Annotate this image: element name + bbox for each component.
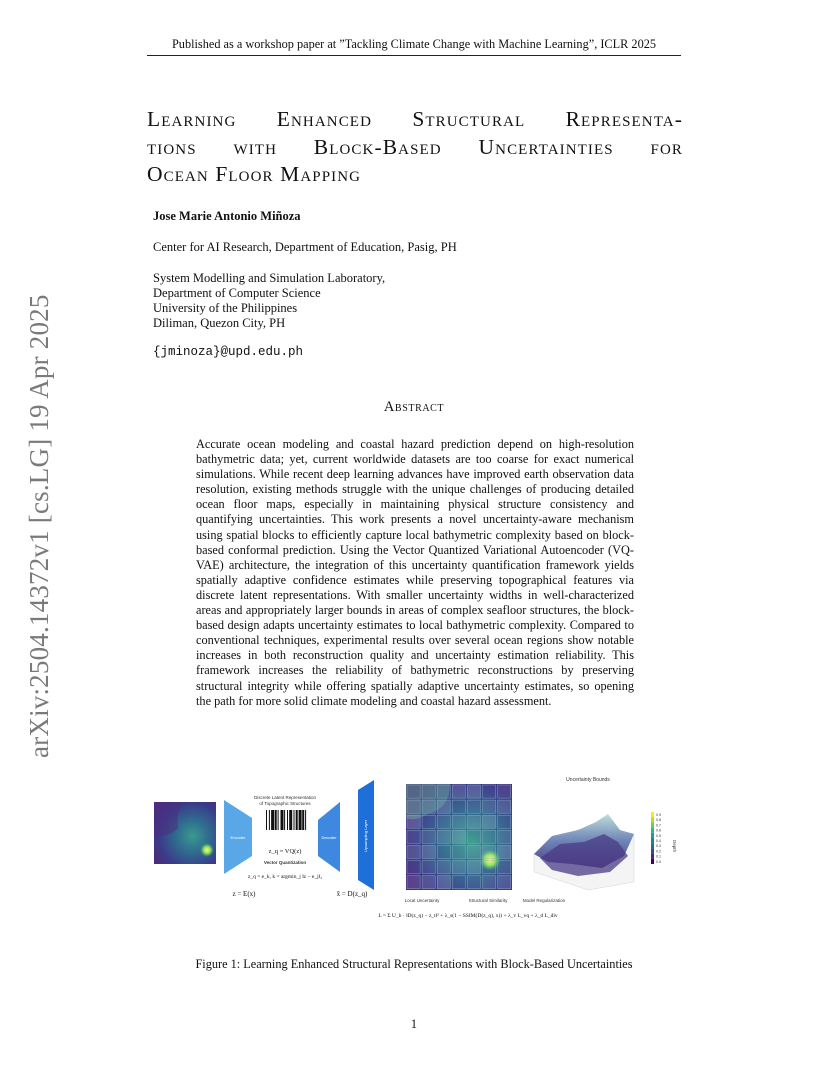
latent-code-barcode	[266, 810, 306, 830]
running-header: Published as a workshop paper at ”Tackling Climate Change with Machine Learning”, ICLR 2025	[147, 37, 681, 56]
input-bathymetry-map	[154, 802, 216, 864]
block-uncertainty-map	[406, 784, 512, 890]
colorbar-tick: 0.5	[656, 833, 661, 838]
plot-colorbar	[651, 812, 661, 864]
affiliation-2-line-4: Diliman, Quezon City, PH	[153, 316, 286, 330]
affiliation-2-line-2: Department of Computer Science	[153, 286, 321, 300]
decoder-block	[318, 802, 340, 872]
latent-title-2: of Topographic Structures	[259, 801, 311, 806]
upsampling-layer	[358, 780, 374, 890]
author-name: Jose Marie Antonio Miñoza	[153, 209, 301, 223]
affiliation-2-line-3: University of the Philippines	[153, 301, 298, 315]
title-line-3: Ocean Floor Mapping	[147, 162, 362, 186]
loss-label-regularization: Model Regularization	[522, 898, 566, 903]
figure-caption: Figure 1: Learning Enhanced Structural Representations with Block-Based Uncertainties	[195, 957, 633, 971]
colorbar-tick: 0.7	[656, 823, 661, 828]
plot-title: Uncertainty Bounds	[566, 777, 610, 783]
abstract-heading: Abstract	[383, 399, 445, 415]
decoder-equation: x̂ = D(z_q)	[336, 890, 368, 898]
colorbar-label: Depth	[672, 840, 677, 853]
colorbar-tick: 0.2	[656, 849, 661, 854]
author-email[interactable]: {jminoza}@upd.edu.ph	[153, 345, 304, 359]
colorbar-tick: 0.0	[656, 859, 661, 864]
uncertainty-block-grid	[407, 785, 511, 889]
affiliation-1: Center for AI Research, Department of Education, Pasig, PH	[153, 240, 457, 254]
latent-title-1: Discrete Latent Representation	[253, 795, 317, 800]
title-line-1: Learning Enhanced Structural Representa-	[147, 107, 683, 131]
figure-1-graphic	[148, 772, 682, 932]
encoder-block	[224, 800, 252, 874]
decoder-label: Decoder	[321, 835, 337, 840]
loss-label-local: Local Uncertainty	[404, 898, 440, 903]
colorbar-tick: 0.1	[656, 854, 661, 859]
encoder-equation: z = E(x)	[232, 890, 256, 898]
colorbar-tick: 0.9	[656, 813, 661, 817]
abstract-body: Accurate ocean modeling and coastal hazard prediction depend on high-resolution bathymetric data; yet, current worldwide datasets are too coarse for exact numerical simulations. While recent deep learning advances have improved earth observation data resolution, existing methods struggle with the unique challenges of producing detailed ocean floor maps, especially in maintaining physical structure consistency and quantifying uncertainties. This work presents a novel uncertainty-aware mechanism using spatial blocks to efficiently capture local bathymetric complexity based on block-based conformal prediction. Using the Vector Quantized Variational Autoencoder (VQ-VAE) architecture, the integration of this uncertainty quantification framework yields spatially adaptive confidence estimates while preserving topographical features via discrete latent representations. With smaller uncertainty widths in well-characterized areas and appropriately larger bounds in areas of complex seafloor structures, the block-based design adapts uncertainty estimates to local bathymetric complexity. Compared to conventional techniques, experimental results over several ocean regions show notable increases in both reconstruction quality and uncertainty estimation reliability. This framework increases the reliability of bathymetric reconstructions by preserving structural integrity while offering spatially adaptive uncertainty estimates, so opening the path for more solid climate modeling and coastal hazard assessment.	[196, 437, 634, 708]
colorbar-tick: 0.4	[656, 839, 661, 843]
colorbar-tick: 0.3	[656, 844, 661, 849]
loss-label-structural: Structural Similarity	[468, 898, 508, 903]
vq-label: Vector Quantization	[263, 860, 307, 865]
figure-1	[148, 772, 682, 932]
affiliation-2-line-1: System Modelling and Simulation Laboratory,	[153, 271, 386, 285]
arxiv-identifier: arXiv:2504.14372v1 [cs.LG] 19 Apr 2025	[24, 294, 54, 758]
title-line-2: tions with Block-Based Uncertainties for	[147, 134, 683, 159]
colorbar-tick: 0.8	[656, 818, 661, 823]
vq-equation: z_q = e_k, k = argmin_j ‖z − e_j‖₂	[247, 874, 323, 880]
uncertainty-bounds-plot	[534, 777, 677, 890]
loss-function	[378, 898, 565, 919]
colorbar-tick: 0.6	[656, 828, 661, 833]
loss-equation: L = Σ U_b · ‖D(z_q) − z_t‖² + λ_s(1 − SSIM(D(z_q), x)) + λ_v L_vq + λ_d L_div	[378, 913, 558, 919]
latent-representation	[248, 795, 322, 880]
paper-title	[147, 106, 683, 189]
upsampling-label: Upsampling Layer	[363, 819, 368, 853]
page-number: 1	[410, 1017, 418, 1031]
zq-equation: z_q = VQ(z)	[268, 848, 302, 855]
encoder-label: Encoder	[230, 835, 246, 840]
